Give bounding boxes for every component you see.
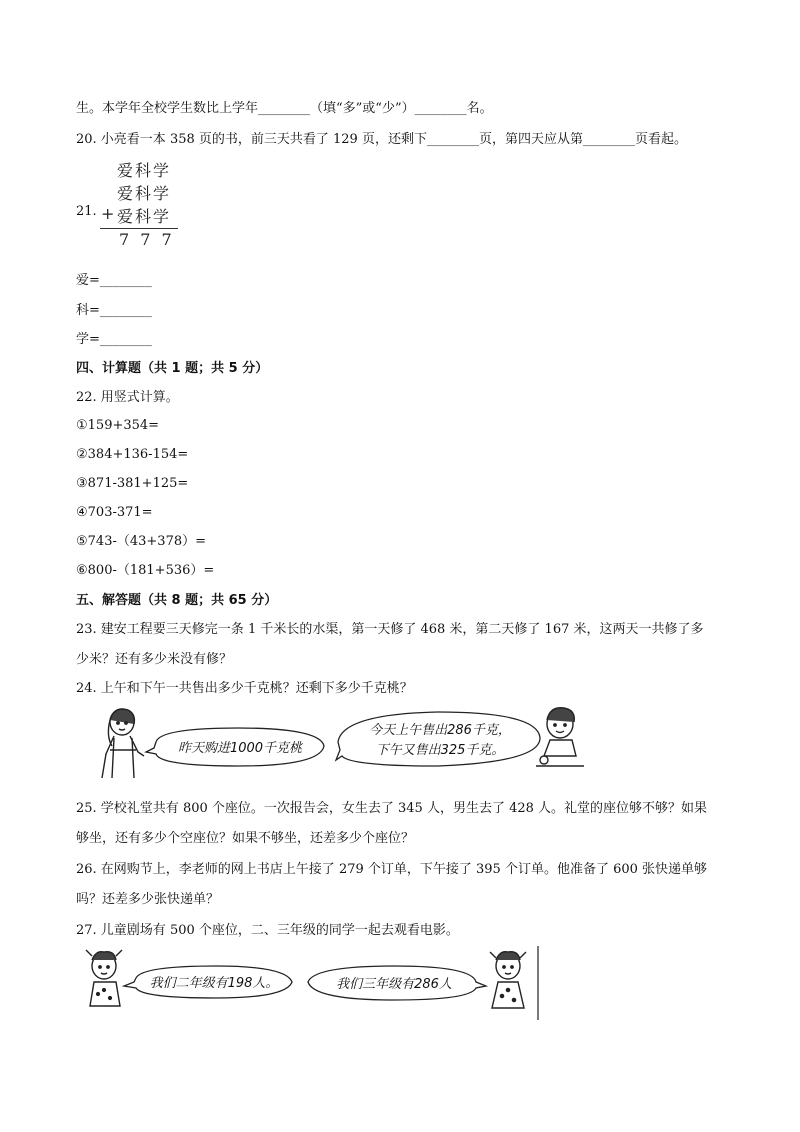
q21-row-2: 爱科学: [117, 184, 172, 203]
boy-figure-icon: [536, 708, 584, 766]
q25-line-2: 够坐，还有多少个空座位？如果不够坐，还差多少个座位？: [76, 831, 415, 846]
q22-item-4: ④703-371=: [76, 505, 153, 520]
q22-item-2: ②384+136-154=: [76, 447, 189, 462]
section-4-heading: 四、计算题（共 1 题；共 5 分）: [76, 361, 269, 376]
q27-right-speech-bubble: [308, 966, 486, 1000]
q21-answer-ai: 爱=________: [76, 273, 152, 288]
q23-line-1: 23. 建安工程要三天修完一条 1 千米长的水渠，第一天修了 468 米，第二天修了 167 米，这两天一共修了多: [76, 622, 704, 637]
girl-left-figure-icon: [86, 950, 122, 1006]
q22-item-6: ⑥800-（181+536）=: [76, 563, 215, 578]
right-speech-bubble: [336, 712, 540, 766]
q21-sum: 7 7 7: [119, 230, 175, 249]
q26-line-2: 吗？还差多少张快递单？: [76, 892, 220, 907]
girl-figure-icon: [102, 709, 144, 778]
q24-illustration: [88, 706, 588, 782]
right-bubble-text-2: 下午又售出325千克。: [375, 743, 505, 758]
q21-plus-sign: +: [101, 204, 115, 223]
q21-row-3: 爱科学: [117, 207, 172, 226]
left-bubble-text: 昨天购进1000千克桃: [177, 741, 303, 756]
q21-sum-line: [100, 228, 178, 229]
q21-row-1: 爱科学: [117, 161, 172, 180]
q27-illustration: [76, 946, 546, 1020]
q22-item-3: ③871-381+125=: [76, 476, 189, 491]
section-5-heading: 五、解答题（共 8 题；共 65 分）: [76, 593, 278, 608]
q27-stem: 27. 儿童剧场有 500 个座位，二、三年级的同学一起去观看电影。: [76, 923, 459, 938]
q20-text: 20. 小亮看一本 358 页的书，前三天共看了 129 页，还剩下________页，第四天应从第________页看起。: [76, 132, 687, 147]
q21-vertical-addition: [90, 158, 180, 250]
left-speech-bubble: [146, 728, 324, 766]
q22-item-1: ①159+354=: [76, 418, 160, 433]
q26-line-1: 26. 在网购节上，李老师的网上书店上午接了 279 个订单，下午接了 395 个订单。他准备了 600 张快递单够: [76, 862, 708, 877]
right-bubble-text-1: 今天上午售出286千克，: [369, 723, 511, 738]
q27-left-speech-bubble: [124, 966, 292, 998]
q21-answer-ke: 科=________: [76, 303, 152, 318]
q27-right-bubble-text: 我们三年级有286人: [336, 977, 452, 992]
q21-answer-xue: 学=________: [76, 332, 152, 347]
q27-left-bubble-text: 我们二年级有198人。: [149, 976, 279, 991]
q25-line-1: 25. 学校礼堂共有 800 个座位。一次报告会，女生去了 345 人，男生去了 428 人。礼堂的座位够不够？如果: [76, 801, 708, 816]
q24-stem: 24. 上午和下午一共售出多少千克桃？还剩下多少千克桃？: [76, 681, 413, 696]
q19-tail: 生。本学年全校学生数比上学年________（填“多”或“少”）________名。: [76, 101, 493, 116]
q22-item-5: ⑤743-（43+378）=: [76, 534, 207, 549]
q21-number: 21.: [76, 204, 97, 219]
q23-line-2: 少米？还有多少米没有修？: [76, 652, 233, 667]
girl-right-figure-icon: [490, 952, 526, 1008]
q22-stem: 22. 用竖式计算。: [76, 390, 179, 405]
